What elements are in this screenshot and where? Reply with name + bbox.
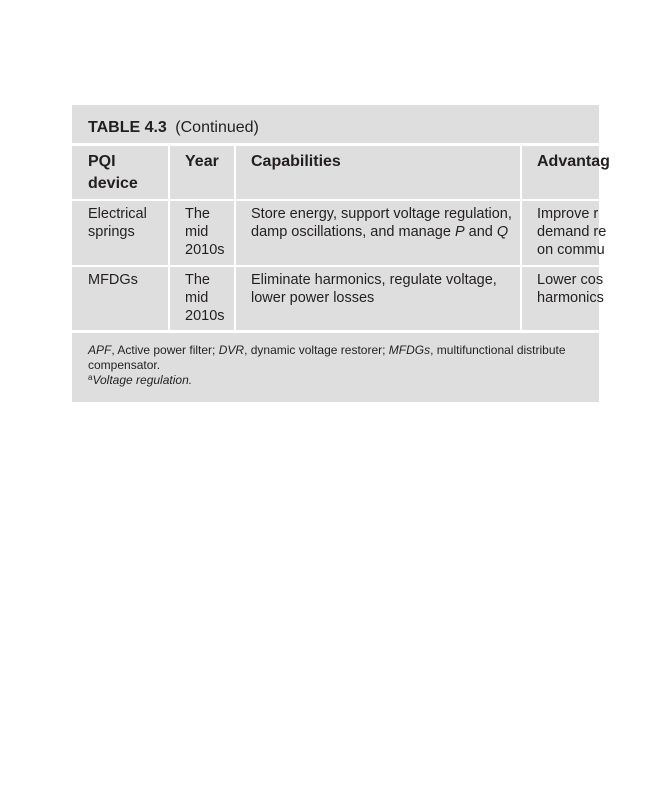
footnote-continuation: compensator. bbox=[88, 358, 161, 372]
table-row-1-year: The mid 2010s bbox=[185, 206, 225, 258]
table-footnotes: APF, Active power filter; DVR, dynamic voltage restorer; MFDGs, multifunctional distribute compensator. $^a$Voltage regulation. bbox=[88, 343, 566, 387]
table-row-2-advantages: Lower cos harmonics bbox=[537, 272, 604, 306]
footnote-marker: a bbox=[88, 373, 93, 382]
table-panel bbox=[72, 105, 610, 402]
table-row-2-year: The mid 2010s bbox=[185, 272, 225, 324]
table-row-2-device: MFDGs bbox=[88, 272, 138, 288]
table-row-1-capabilities: Store energy, support voltage regulation, damp oscillations, and manage P and Q bbox=[251, 206, 512, 240]
header-advantages: Advantag bbox=[537, 153, 610, 170]
table-continued-label: (Continued) bbox=[175, 119, 259, 136]
table-bottom-rule bbox=[72, 330, 599, 333]
footnote-abbr-apf: APF bbox=[88, 343, 112, 357]
header-device: PQI device bbox=[88, 153, 138, 192]
header-year: Year bbox=[185, 153, 219, 170]
table-row-1-advantages: Improve r demand re on commu bbox=[537, 206, 607, 258]
footnote-abbr-mfdgs: MFDGs bbox=[388, 343, 431, 357]
table-number: TABLE 4.3 bbox=[88, 119, 167, 136]
footnote-note-text: Voltage regulation. bbox=[92, 373, 193, 387]
table-row-1-device: Electrical springs bbox=[88, 206, 147, 240]
table-row-2-capabilities: Eliminate harmonics, regulate voltage, lower power losses bbox=[251, 272, 497, 306]
header-capabilities: Capabilities bbox=[251, 153, 341, 170]
column-divider bbox=[520, 146, 522, 330]
column-divider bbox=[168, 146, 170, 330]
column-divider bbox=[234, 146, 236, 330]
table-caption bbox=[88, 119, 259, 137]
footnote-abbr-dvr: DVR bbox=[218, 343, 245, 357]
